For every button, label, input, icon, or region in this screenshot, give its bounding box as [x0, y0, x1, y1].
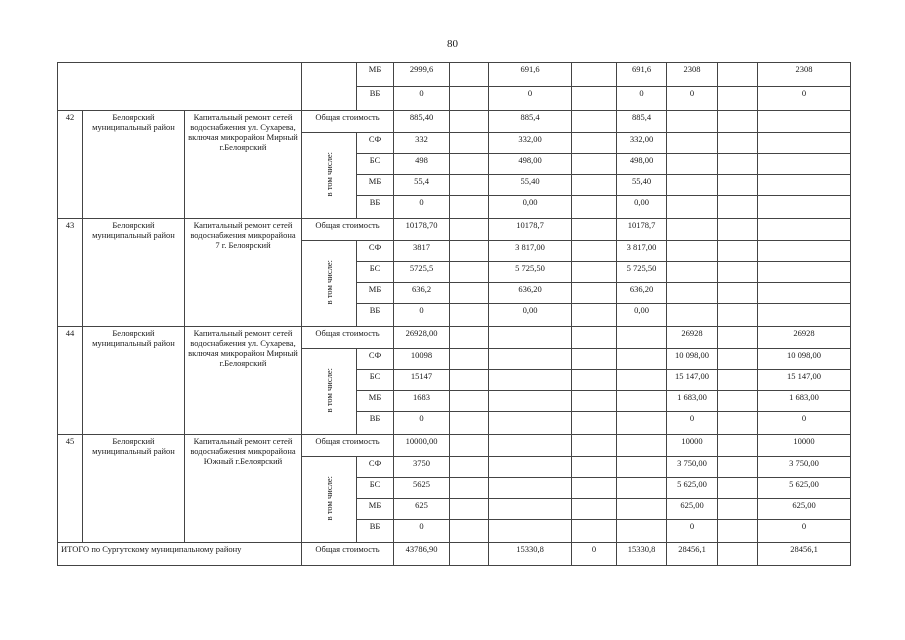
value-cell: 26928	[667, 327, 718, 349]
value-cell	[450, 87, 489, 111]
value-cell	[718, 304, 758, 327]
value-cell: 0,00	[489, 304, 572, 327]
value-cell: 28456,1	[758, 543, 851, 566]
value-cell	[667, 175, 718, 196]
value-cell: 5725,5	[394, 262, 450, 283]
value-cell	[450, 175, 489, 196]
value-cell	[718, 111, 758, 133]
value-cell: 636,20	[489, 283, 572, 304]
value-cell	[572, 241, 617, 262]
value-cell: 498,00	[489, 154, 572, 175]
funding-source: МБ	[357, 63, 394, 87]
value-cell	[450, 327, 489, 349]
value-cell: 0	[572, 543, 617, 566]
value-cell	[758, 196, 851, 219]
value-cell	[758, 219, 851, 241]
funding-source: МБ	[357, 499, 394, 520]
value-cell	[617, 370, 667, 391]
value-cell: 10000	[758, 435, 851, 457]
value-cell	[450, 457, 489, 478]
value-cell: 0	[667, 520, 718, 543]
value-cell	[718, 349, 758, 370]
value-cell	[718, 457, 758, 478]
value-cell	[489, 327, 572, 349]
value-cell	[718, 370, 758, 391]
project-name: Капитальный ремонт сетей водоснабжения микрорайона 7 г. Белоярский	[185, 219, 302, 327]
value-cell	[489, 349, 572, 370]
project-name: Капитальный ремонт сетей водоснабжения ул. Сухарева, включая микрорайон Мирный г.Белоярский	[185, 327, 302, 435]
value-cell	[667, 283, 718, 304]
value-cell: 885,4	[617, 111, 667, 133]
value-cell	[718, 283, 758, 304]
including-label-text: в том числе:	[324, 152, 335, 197]
value-cell: 26928	[758, 327, 851, 349]
value-cell	[758, 262, 851, 283]
funding-source: МБ	[357, 283, 394, 304]
funding-source: МБ	[357, 391, 394, 412]
value-cell: 0	[394, 412, 450, 435]
value-cell	[572, 196, 617, 219]
value-cell	[450, 304, 489, 327]
value-cell	[489, 520, 572, 543]
value-cell: 15 147,00	[667, 370, 718, 391]
value-cell	[572, 111, 617, 133]
value-cell: 2308	[758, 63, 851, 87]
value-cell	[758, 111, 851, 133]
value-cell	[450, 63, 489, 87]
value-cell	[572, 87, 617, 111]
value-cell	[617, 391, 667, 412]
funding-source: БС	[357, 478, 394, 499]
value-cell	[572, 262, 617, 283]
value-cell	[718, 87, 758, 111]
funding-source: ВБ	[357, 412, 394, 435]
grand-total-label: ИТОГО по Сургутскому муниципальному району	[58, 543, 302, 566]
value-cell: 636,20	[617, 283, 667, 304]
value-cell	[718, 327, 758, 349]
value-cell: 28456,1	[667, 543, 718, 566]
value-cell: 10178,7	[489, 219, 572, 241]
value-cell: 3817	[394, 241, 450, 262]
value-cell: 3750	[394, 457, 450, 478]
value-cell	[718, 175, 758, 196]
value-cell	[667, 241, 718, 262]
value-cell: 2308	[667, 63, 718, 87]
value-cell: 55,40	[489, 175, 572, 196]
value-cell	[718, 196, 758, 219]
value-cell	[667, 196, 718, 219]
value-cell	[489, 370, 572, 391]
table-row	[58, 111, 851, 133]
value-cell	[450, 435, 489, 457]
project-area: Белоярский муниципальный район	[83, 111, 185, 219]
value-cell: 625,00	[667, 499, 718, 520]
value-cell	[718, 154, 758, 175]
value-cell	[617, 435, 667, 457]
value-cell	[617, 478, 667, 499]
total-cost-label: Общая стоимость	[302, 219, 394, 241]
value-cell	[572, 478, 617, 499]
project-number: 45	[58, 435, 83, 543]
value-cell	[572, 283, 617, 304]
value-cell	[450, 543, 489, 566]
value-cell	[489, 435, 572, 457]
funding-source: БС	[357, 154, 394, 175]
value-cell	[572, 133, 617, 154]
value-cell	[572, 219, 617, 241]
funding-source: ВБ	[357, 304, 394, 327]
value-cell	[718, 499, 758, 520]
value-cell	[572, 412, 617, 435]
value-cell	[718, 133, 758, 154]
value-cell	[450, 391, 489, 412]
value-cell	[572, 304, 617, 327]
value-cell	[718, 391, 758, 412]
value-cell	[758, 133, 851, 154]
value-cell	[718, 412, 758, 435]
value-cell: 55,4	[394, 175, 450, 196]
value-cell: 10 098,00	[667, 349, 718, 370]
project-number: 42	[58, 111, 83, 219]
including-label	[302, 133, 357, 219]
value-cell	[450, 241, 489, 262]
value-cell: 10000	[667, 435, 718, 457]
table-row	[58, 219, 851, 241]
value-cell	[489, 457, 572, 478]
funding-source: СФ	[357, 349, 394, 370]
value-cell	[450, 349, 489, 370]
value-cell: 332,00	[489, 133, 572, 154]
value-cell	[572, 499, 617, 520]
value-cell	[667, 304, 718, 327]
value-cell: 15330,8	[489, 543, 572, 566]
value-cell: 2999,6	[394, 63, 450, 87]
value-cell	[450, 111, 489, 133]
project-area: Белоярский муниципальный район	[83, 219, 185, 327]
value-cell: 1 683,00	[758, 391, 851, 412]
value-cell	[450, 133, 489, 154]
value-cell: 0	[667, 87, 718, 111]
value-cell	[617, 327, 667, 349]
value-cell	[489, 412, 572, 435]
value-cell	[572, 175, 617, 196]
value-cell: 3 750,00	[758, 457, 851, 478]
value-cell	[572, 327, 617, 349]
funding-source: СФ	[357, 457, 394, 478]
value-cell: 43786,90	[394, 543, 450, 566]
total-cost-label: Общая стоимость	[302, 111, 394, 133]
value-cell	[718, 478, 758, 499]
total-cost-label: Общая стоимость	[302, 543, 394, 566]
value-cell	[617, 412, 667, 435]
value-cell: 10098	[394, 349, 450, 370]
value-cell: 0	[667, 412, 718, 435]
value-cell	[572, 370, 617, 391]
value-cell: 5625	[394, 478, 450, 499]
value-cell: 636,2	[394, 283, 450, 304]
project-name: Капитальный ремонт сетей водоснабжения микрорайона Южный г.Белоярский	[185, 435, 302, 543]
value-cell: 26928,00	[394, 327, 450, 349]
value-cell: 5 725,50	[489, 262, 572, 283]
value-cell: 0	[394, 520, 450, 543]
value-cell	[718, 241, 758, 262]
value-cell: 5 625,00	[667, 478, 718, 499]
value-cell	[718, 435, 758, 457]
table-row	[58, 543, 851, 566]
value-cell	[572, 63, 617, 87]
value-cell: 1683	[394, 391, 450, 412]
table-row	[58, 63, 851, 87]
budget-table-body	[58, 63, 851, 566]
value-cell	[718, 543, 758, 566]
value-cell: 0	[758, 520, 851, 543]
value-cell: 55,40	[617, 175, 667, 196]
value-cell	[667, 262, 718, 283]
value-cell	[572, 349, 617, 370]
value-cell	[758, 241, 851, 262]
value-cell	[450, 520, 489, 543]
value-cell: 10178,7	[617, 219, 667, 241]
budget-table	[57, 62, 851, 566]
including-label	[302, 241, 357, 327]
project-name: Капитальный ремонт сетей водоснабжения ул. Сухарева, включая микрорайон Мирный г.Белоярский	[185, 111, 302, 219]
project-number: 43	[58, 219, 83, 327]
value-cell: 0,00	[617, 196, 667, 219]
table-row	[58, 435, 851, 457]
project-area: Белоярский муниципальный район	[83, 327, 185, 435]
value-cell: 1 683,00	[667, 391, 718, 412]
project-area: Белоярский муниципальный район	[83, 435, 185, 543]
funding-source: ВБ	[357, 196, 394, 219]
value-cell: 885,4	[489, 111, 572, 133]
value-cell: 0,00	[617, 304, 667, 327]
value-cell	[667, 133, 718, 154]
value-cell: 885,40	[394, 111, 450, 133]
value-cell: 0	[394, 196, 450, 219]
empty-cell	[58, 63, 302, 111]
value-cell	[758, 154, 851, 175]
value-cell: 0	[394, 304, 450, 327]
value-cell: 332	[394, 133, 450, 154]
page-number: 80	[447, 38, 458, 50]
value-cell	[758, 175, 851, 196]
value-cell: 15330,8	[617, 543, 667, 566]
value-cell: 0	[617, 87, 667, 111]
value-cell: 15 147,00	[758, 370, 851, 391]
value-cell	[758, 304, 851, 327]
value-cell: 3 817,00	[489, 241, 572, 262]
funding-source: МБ	[357, 175, 394, 196]
project-number: 44	[58, 327, 83, 435]
including-label	[302, 349, 357, 435]
value-cell	[667, 111, 718, 133]
value-cell	[450, 499, 489, 520]
value-cell	[489, 391, 572, 412]
value-cell	[450, 154, 489, 175]
total-cost-label: Общая стоимость	[302, 435, 394, 457]
value-cell	[450, 219, 489, 241]
value-cell	[450, 412, 489, 435]
value-cell	[450, 262, 489, 283]
funding-source: БС	[357, 262, 394, 283]
value-cell	[758, 283, 851, 304]
funding-source: СФ	[357, 241, 394, 262]
value-cell	[718, 520, 758, 543]
value-cell: 625	[394, 499, 450, 520]
including-label-text: в том числе:	[324, 368, 335, 413]
funding-source: БС	[357, 370, 394, 391]
value-cell: 691,6	[617, 63, 667, 87]
value-cell: 3 750,00	[667, 457, 718, 478]
value-cell: 332,00	[617, 133, 667, 154]
value-cell	[718, 63, 758, 87]
value-cell: 5 625,00	[758, 478, 851, 499]
including-label-text: в том числе:	[324, 476, 335, 521]
including-label-text: в том числе:	[324, 260, 335, 305]
value-cell	[450, 478, 489, 499]
value-cell	[718, 262, 758, 283]
funding-source: СФ	[357, 133, 394, 154]
value-cell	[718, 219, 758, 241]
value-cell: 0	[758, 412, 851, 435]
value-cell	[572, 520, 617, 543]
table-row	[58, 327, 851, 349]
value-cell	[489, 478, 572, 499]
value-cell	[572, 457, 617, 478]
value-cell	[617, 520, 667, 543]
value-cell	[617, 349, 667, 370]
value-cell: 498	[394, 154, 450, 175]
funding-source: ВБ	[357, 520, 394, 543]
value-cell	[572, 154, 617, 175]
value-cell	[489, 499, 572, 520]
value-cell	[450, 196, 489, 219]
value-cell	[617, 499, 667, 520]
value-cell: 0,00	[489, 196, 572, 219]
funding-source: ВБ	[357, 87, 394, 111]
value-cell: 691,6	[489, 63, 572, 87]
value-cell: 10000,00	[394, 435, 450, 457]
value-cell: 0	[758, 87, 851, 111]
empty-cell	[302, 63, 357, 111]
including-label	[302, 457, 357, 543]
value-cell	[450, 370, 489, 391]
value-cell: 3 817,00	[617, 241, 667, 262]
value-cell: 0	[394, 87, 450, 111]
total-cost-label: Общая стоимость	[302, 327, 394, 349]
value-cell: 10178,70	[394, 219, 450, 241]
value-cell: 625,00	[758, 499, 851, 520]
value-cell	[617, 457, 667, 478]
value-cell	[572, 435, 617, 457]
value-cell: 10 098,00	[758, 349, 851, 370]
value-cell: 0	[489, 87, 572, 111]
value-cell	[450, 283, 489, 304]
value-cell: 5 725,50	[617, 262, 667, 283]
value-cell	[572, 391, 617, 412]
value-cell	[667, 154, 718, 175]
value-cell: 498,00	[617, 154, 667, 175]
value-cell	[667, 219, 718, 241]
value-cell: 15147	[394, 370, 450, 391]
